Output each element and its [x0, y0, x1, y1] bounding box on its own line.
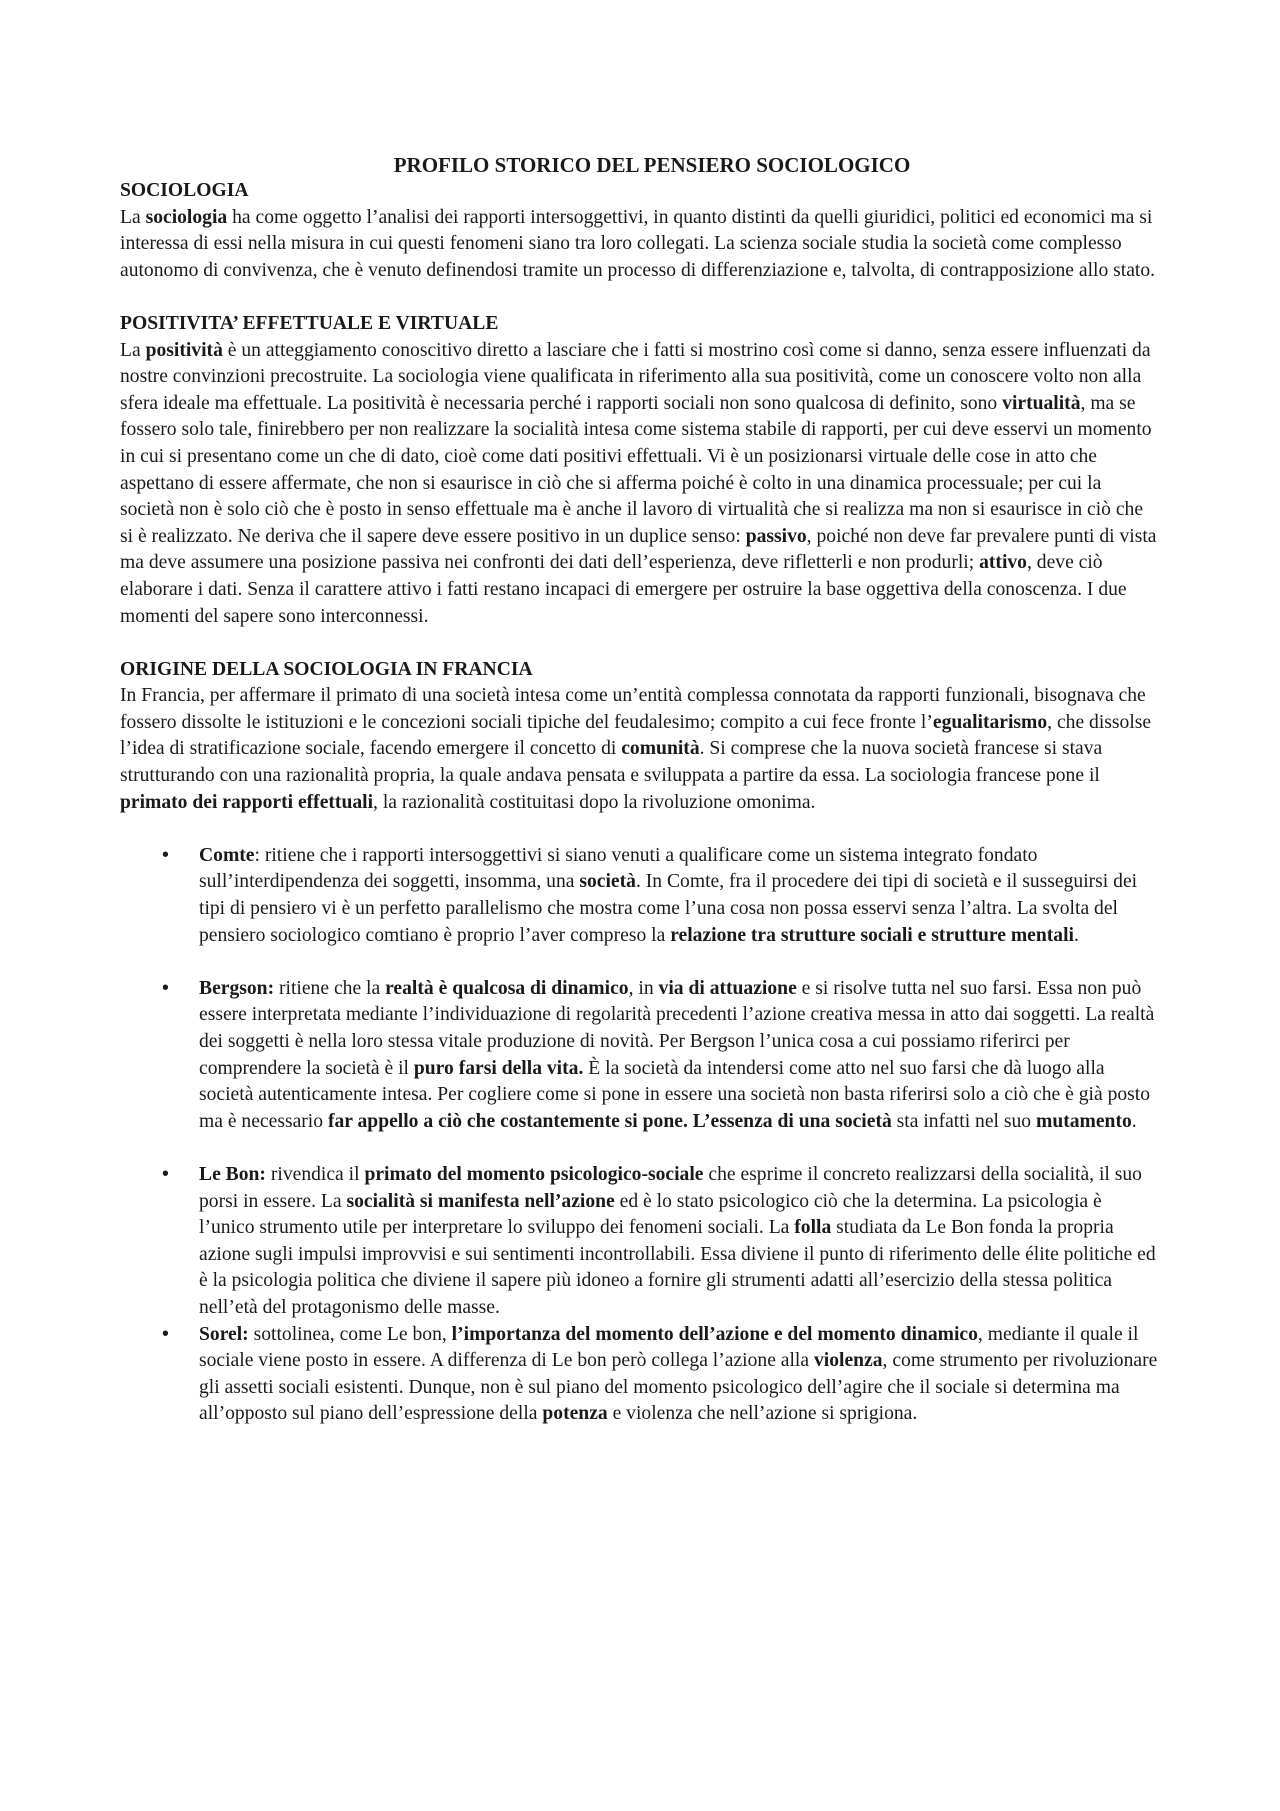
bold-term: Le Bon: — [199, 1163, 266, 1185]
bold-term: via di attuazione — [658, 977, 797, 999]
bold-term: relazione tra strutture sociali e strutture mentali — [670, 924, 1074, 946]
section-heading-sociologia: SOCIOLOGIA — [120, 180, 249, 201]
spacer — [120, 630, 1160, 657]
bold-term: folla — [794, 1217, 832, 1239]
bold-term: comunità — [621, 738, 700, 760]
thinkers-list — [120, 843, 1160, 1428]
bold-term: socialità si manifesta nell’azione — [346, 1190, 615, 1212]
section-paragraph-origine-francia: In Francia, per affermare il primato di una società intesa come un’entità complessa connotata da rapporti funzionali, bisognava che fossero dissolte le istituzioni e le concezioni sociali tipiche del feudalesimo; compito a cui fece fronte l’egualitarismo, che dissolse l’idea di stratificazione sociale, facendo emergere il concetto di comunità. Si comprese che la nuova società francese si stava strutturando con una razionalità propria, la quale andava pensata e sviluppata a partire da essa. La sociologia francese pone il primato dei rapporti effettuali, la razionalità costituitasi dopo la rivoluzione omonima. — [120, 685, 1152, 813]
list-item-text: Sorel: sottolinea, come Le bon, l’importanza del momento dell’azione e del momento dinamico, mediante il quale il sociale viene posto in essere. A differenza di Le bon però collega l’azione alla violenza, come strumento per rivoluzionare gli assetti sociali esistenti. Dunque, non è sul piano del momento psicologico dell’agire che il sociale si determina ma all’opposto sul piano dell’espressione della potenza e violenza che nell’azione si sprigiona. — [199, 1323, 1158, 1425]
bold-term: positività — [145, 339, 223, 361]
list-item-text: Bergson: ritiene che la realtà è qualcosa di dinamico, in via di attuazione e si risolve tutta nel suo farsi. Essa non può essere interpretata mediante l’individuazione di regolarità precedenti l’azione creativa messa in atto dai soggetti. La realtà dei soggetti è nella loro stessa vitale produzione di novità. Per Bergson l’unica cosa a cui possiamo riferirci per comprendere la società è il puro farsi della vita. È la società da intendersi come atto nel suo farsi che dà luogo alla società autenticamente intesa. Per cogliere come si pone in essere una società non basta riferirsi solo a ciò che è già posto ma è necessario far appello a ciò che costantemente si pone. L’essenza di una società sta infatti nel suo mutamento. — [199, 977, 1155, 1132]
spacer — [120, 949, 1160, 976]
bullet-icon: • — [162, 1163, 169, 1185]
bold-term: società — [579, 871, 636, 893]
bold-term: realtà è qualcosa di dinamico — [385, 977, 629, 999]
bold-term: attivo — [979, 552, 1027, 574]
section-paragraph-sociologia: La sociologia ha come oggetto l’analisi dei rapporti intersoggettivi, in quanto distinti da quelli giuridici, politici ed economici ma si interessa di essi nella misura in cui questi fenomeni siano tra loro collegati. La scienza sociale studia la società come complesso autonomo di convivenza, che è venuto definendosi tramite un processo di differenziazione e, talvolta, di contrapposizione allo stato. — [120, 206, 1156, 281]
list-item-text: Comte: ritiene che i rapporti intersoggettivi si siano venuti a qualificare come un sistema integrato fondato sull’interdipendenza dei soggetti, insomma, una società. In Comte, fra il procedere dei tipi di società e il susseguirsi dei tipi di pensiero vi è un perfetto parallelismo che mostra come l’una cosa non possa esservi senza l’altra. La svolta del pensiero sociologico comtiano è proprio l’aver compreso la relazione tra strutture sociali e strutture mentali. — [199, 844, 1138, 946]
bold-term: far appello a ciò che costantemente si pone. L’essenza di una società — [327, 1110, 892, 1132]
list-item-bergson — [120, 976, 1160, 1136]
list-item-comte — [120, 843, 1160, 949]
bold-term: violenza — [813, 1350, 883, 1372]
section-heading-origine-francia: ORIGINE DELLA SOCIOLOGIA IN FRANCIA — [120, 658, 533, 680]
section-paragraph-positivita: La positività è un atteggiamento conoscitivo diretto a lasciare che i fatti si mostrino così come si danno, senza essere influenzati da nostre convinzioni precostruite. La sociologia viene qualificata in riferimento alla sua positività, come un conoscere volto non alla sfera ideale ma effettuale. La positività è necessaria perché i rapporti sociali non sono qualcosa di definito, sono virtualità, ma se fossero solo tale, finirebbero per non realizzare la socialità intesa come sistema stabile di rapporti, per cui deve esservi un momento in cui si presentano come un che di dato, cioè come dati positivi effettuali. Vi è un posizionarsi virtuale delle cose in atto che aspettano di essere affermate, che non si esaurisce in ciò che si afferma poiché è colto in una dinamica processuale; per cui la società non è solo ciò che è posto in senso effettuale ma è anche il lavoro di virtualità che si realizza ma non si esaurisce in ciò che si è realizzato. Ne deriva che il sapere deve essere positivo in un duplice senso: passivo, poiché non deve far prevalere punti di vista ma deve assumere una posizione passiva nei confronti dei dati dell’esperienza, deve rifletterli e non produrli; attivo, deve ciò elaborare i dati. Senza il carattere attivo i fatti restano incapaci di emergere per ostruire la base oggettiva della conoscenza. I due momenti del sapere sono interconnessi. — [120, 339, 1157, 627]
document-title: PROFILO STORICO DEL PENSIERO SOCIOLOGICO — [393, 153, 911, 177]
bold-term: Comte — [199, 844, 255, 866]
bold-term: mutamento — [1036, 1110, 1132, 1132]
list-item-text: Le Bon: rivendica il primato del momento psicologico-sociale che esprime il concreto realizzarsi della socialità, il suo porsi in essere. La socialità si manifesta nell’azione ed è lo stato psicologico ciò che la determina. La psicologia è l’unico strumento utile per interpretare lo sviluppo dei fenomeni sociali. La folla studiata da Le Bon fonda la propria azione sugli impulsi improvvisi e sui sentimenti incontrollabili. Essa diviene il punto di riferimento delle élite politiche ed è la psicologia politica che diviene il sapere più idoneo a fornire gli strumenti adatti all’esercizio della stessa politica nell’età del protagonismo delle masse. — [199, 1163, 1156, 1318]
bold-term: puro farsi della vita. — [413, 1057, 584, 1079]
bold-term: Sorel: — [199, 1323, 249, 1345]
bold-term: primato dei rapporti effettuali — [120, 791, 374, 813]
bold-term: virtualità — [1002, 392, 1081, 414]
bullet-icon: • — [162, 1323, 169, 1345]
bold-term: potenza — [542, 1403, 608, 1425]
spacer — [120, 816, 1160, 843]
bold-term: Bergson: — [199, 977, 275, 999]
bold-term: sociologia — [145, 206, 228, 228]
bold-term: egualitarismo — [932, 711, 1048, 733]
list-item-le-bon — [120, 1162, 1160, 1322]
bold-term: primato del momento psicologico-sociale — [364, 1163, 704, 1185]
list-item-sorel — [120, 1322, 1160, 1428]
spacer — [120, 284, 1160, 311]
bullet-icon: • — [162, 977, 169, 999]
document-page — [120, 152, 1160, 1428]
bold-term: passivo — [745, 525, 807, 547]
bullet-icon: • — [162, 844, 169, 866]
bold-term: l’importanza del momento dell’azione e del momento dinamico — [451, 1323, 978, 1345]
section-heading-positivita: POSITIVITA’ EFFETTUALE E VIRTUALE — [120, 312, 499, 334]
spacer — [120, 1135, 1160, 1162]
